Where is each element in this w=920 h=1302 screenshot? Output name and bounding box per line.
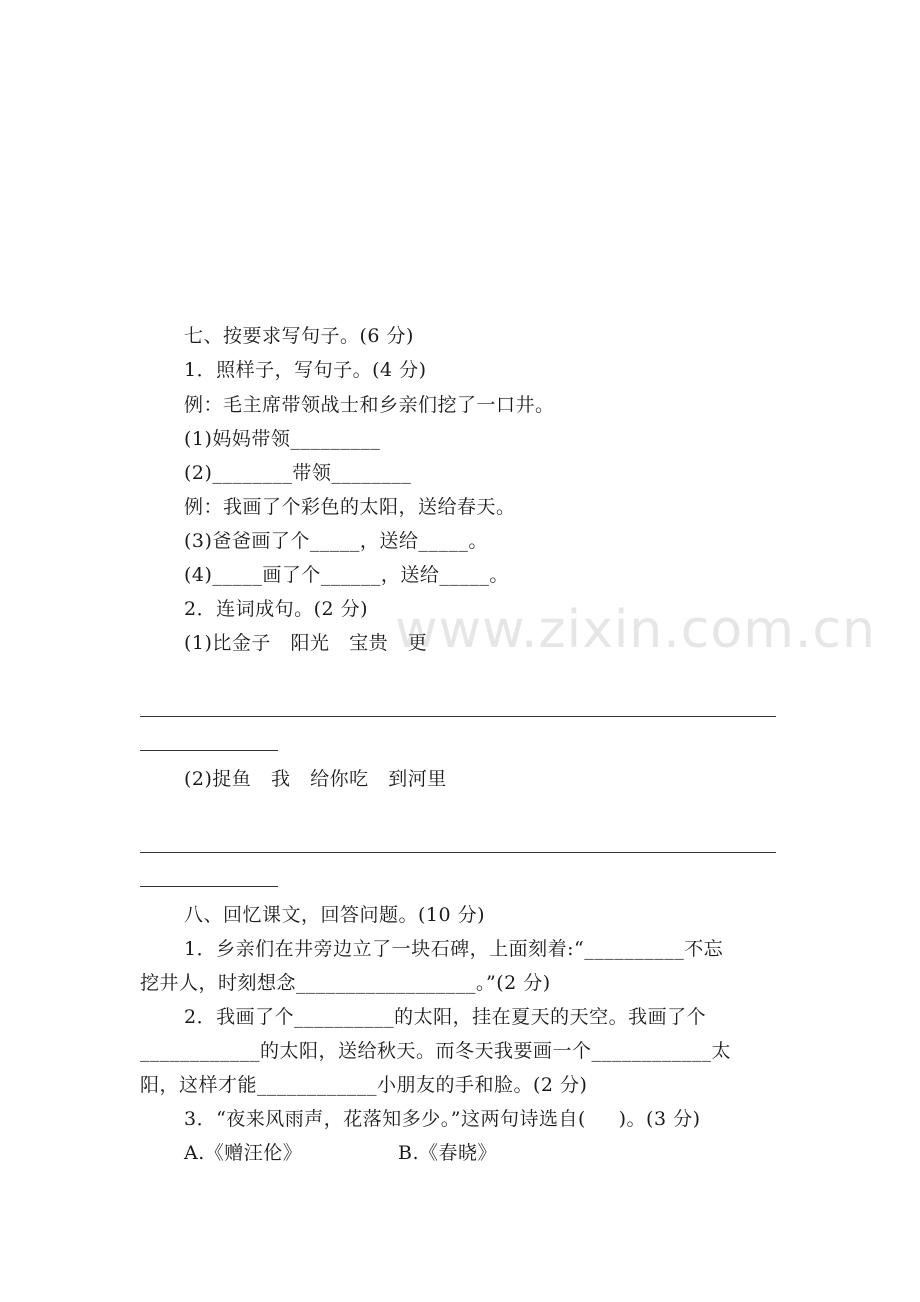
answer-line-1a — [140, 716, 776, 717]
s8-question-2-line-3: 阳，这样才能____________小朋友的手和脸。(2 分) — [140, 1074, 588, 1096]
answer-line-2b — [140, 886, 278, 887]
example-sentence-1: 例：毛主席带领战士和乡亲们挖了一口井。 — [184, 394, 555, 416]
watermark: www.zixin.com.cn — [395, 600, 876, 660]
fill-item-4: (4)_____画了个______，送给_____。 — [184, 564, 509, 586]
word-group-2: (2)捉鱼 我 给你吃 到河里 — [184, 768, 447, 790]
s8-question-1-line-1: 1．乡亲们在井旁边立了一块石碑，上面刻着:“__________不忘 — [184, 938, 724, 960]
fill-item-3: (3)爸爸画了个_____，送给_____。 — [184, 530, 488, 552]
answer-line-2a — [140, 852, 776, 853]
answer-line-1b — [140, 750, 278, 751]
question-2-title: 2．连词成句。(2 分) — [184, 598, 369, 620]
fill-item-1: (1)妈妈带领_________ — [184, 428, 381, 450]
section-7-title: 七、按要求写句子。(6 分) — [184, 325, 414, 347]
s8-question-2-line-1: 2．我画了个__________的太阳，挂在夏天的天空。我画了个 — [184, 1006, 707, 1028]
word-group-1: (1)比金子 阳光 宝贵 更 — [184, 632, 428, 654]
option-b: B.《春晓》 — [398, 1142, 498, 1164]
s8-question-1-line-2: 挖井人，时刻想念__________________。”(2 分) — [140, 972, 551, 994]
question-1-title: 1．照样子，写句子。(4 分) — [184, 359, 427, 381]
example-sentence-2: 例：我画了个彩色的太阳，送给春天。 — [184, 496, 516, 518]
option-a: A.《赠汪伦》 — [184, 1142, 303, 1164]
s8-question-3: 3．“夜来风雨声，花落知多少。”这两句诗选自( )。(3 分) — [184, 1108, 701, 1130]
section-8-title: 八、回忆课文，回答问题。(10 分) — [184, 904, 486, 926]
fill-item-2: (2)________带领________ — [184, 462, 412, 484]
s8-question-2-line-2: ____________的太阳，送给秋天。而冬天我要画一个____________太 — [140, 1040, 732, 1062]
